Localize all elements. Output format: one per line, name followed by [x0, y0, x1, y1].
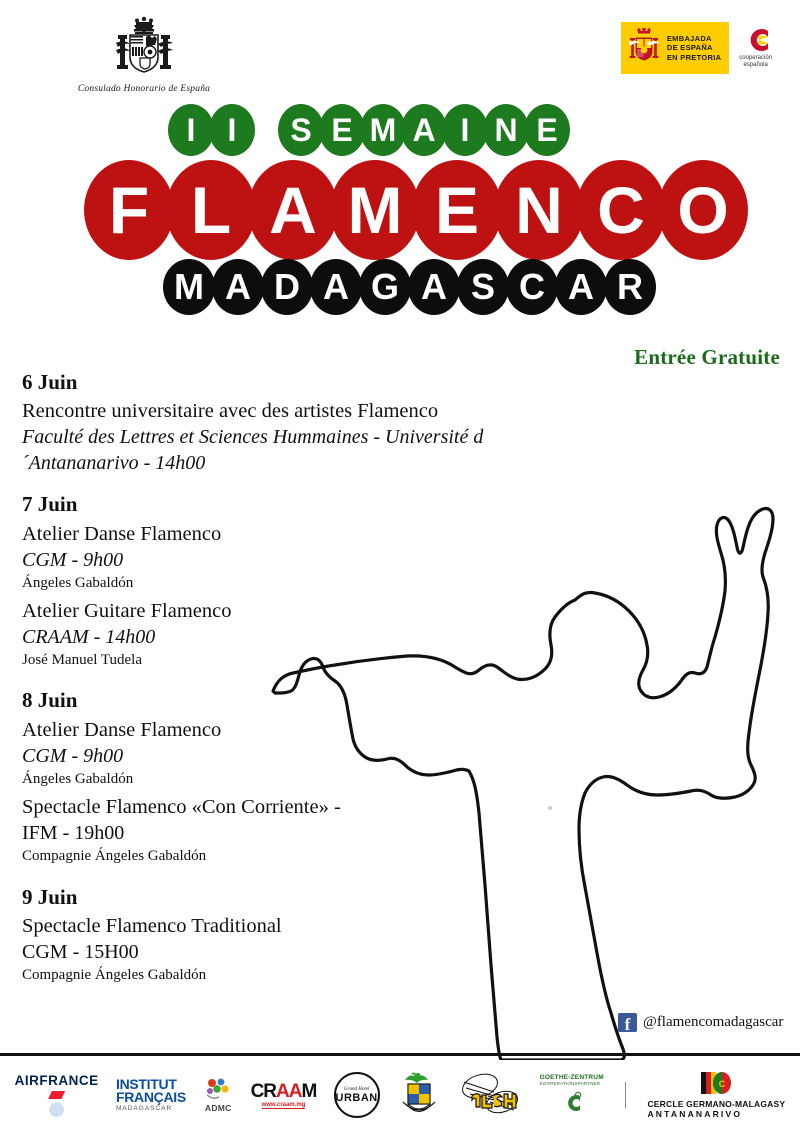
event-performer: Ángeles Gabaldón — [22, 574, 134, 591]
urban-small-text: Grand Hotel — [343, 1086, 370, 1092]
flamenco-letter-0: F — [84, 160, 174, 260]
sponsor-craam — [251, 1082, 317, 1109]
embassy-logo — [621, 22, 782, 74]
event-venue-time: CGM - 15H00 — [22, 940, 139, 963]
craam-part-2: AA — [276, 1080, 302, 1102]
event-venue-time: Faculté des Lettres et Sciences Hummaines - Université d´Antananarivo - 14h00 — [22, 426, 484, 475]
event-title: Atelier Danse Flamenco — [22, 522, 222, 545]
flamenco-letter-5: N — [494, 160, 584, 260]
cooperacion-espanola-logo — [729, 22, 782, 74]
embassy-line-1: EMBAJADA — [666, 33, 712, 43]
sponsor-flsh — [458, 1072, 522, 1118]
embassy-text — [667, 34, 721, 63]
facebook-handle[interactable]: @flamencomadagascar — [643, 1014, 784, 1030]
coop-line-2: española — [743, 62, 768, 68]
sponsor-goethe-zentrum — [540, 1075, 604, 1115]
sponsor-cercle-germano-malagasy — [647, 1070, 785, 1120]
flamenco-letter-3: M — [330, 160, 420, 260]
program-day-6-juin — [22, 370, 492, 476]
semaine-letter-9: E — [524, 104, 570, 156]
craam-wordmark — [251, 1082, 317, 1101]
footer-logo-divider — [625, 1082, 626, 1108]
flamenco-letter-7: O — [658, 160, 748, 260]
madagascar-letter-4: G — [359, 259, 411, 315]
embassy-line-3: EN PRETORIA — [666, 52, 722, 62]
event-venue-time: IFM - 19h00 — [22, 822, 125, 845]
svg-text:C: C — [719, 1079, 726, 1090]
flamenco-letter-1: L — [166, 160, 256, 260]
madagascar-letter-3: A — [310, 259, 362, 315]
embassy-yellow-block — [621, 22, 729, 74]
coop-line-1: cooperación — [739, 54, 772, 61]
event-venue-time: CGM - 9h00 — [22, 744, 124, 767]
event-title: Spectacle Flamenco «Con Corriente» - — [22, 796, 341, 819]
day-spacer — [22, 869, 492, 885]
semaine-letter-7: I — [442, 104, 488, 156]
institut-line-1: INSTITUT — [115, 1075, 177, 1092]
cooperacion-label — [739, 55, 772, 69]
sponsor-air-france — [15, 1073, 99, 1117]
cooperacion-c-icon — [741, 27, 771, 53]
program-day-date: 7 Juin — [22, 492, 78, 517]
craam-url: www.craam.mg — [261, 1101, 306, 1108]
program-day-date: 6 Juin — [22, 370, 78, 394]
facebook-link[interactable] — [618, 1013, 783, 1032]
event-title: Rencontre universitaire avec des artistes Flamenco — [22, 400, 439, 423]
sponsor-university-crest — [397, 1070, 441, 1120]
sponsor-bar — [0, 1058, 800, 1132]
madagascar-letter-7: C — [506, 259, 558, 315]
madagascar-letter-1: A — [212, 259, 264, 315]
air-france-label: AIRFRANCE — [14, 1073, 99, 1088]
consulate-logo — [44, 16, 244, 94]
madagascar-letter-8: A — [555, 259, 607, 315]
cercle-line-1: CERCLE GERMANO-MALAGASY — [647, 1099, 786, 1110]
sponsor-urban — [334, 1072, 380, 1118]
facebook-icon[interactable]: f — [618, 1013, 637, 1032]
program-list — [22, 370, 492, 987]
event-title: Spectacle Flamenco Traditional — [22, 914, 282, 937]
event-performer: José Manuel Tudela — [22, 652, 142, 669]
university-crest-icon — [397, 1070, 441, 1120]
consulate-label: Consulado Honorario de España — [77, 84, 211, 94]
program-day-8-juin — [22, 688, 492, 866]
title-line-madagascar — [163, 259, 653, 315]
madagascar-letter-0: M — [163, 259, 215, 315]
admc-label: ADMC — [204, 1103, 232, 1113]
program-day-date: 9 Juin — [22, 884, 78, 909]
title-line-semaine — [168, 104, 565, 156]
skyteam-globe-icon — [49, 1102, 64, 1117]
free-entry-label: Entrée Gratuite — [634, 345, 780, 369]
flamenco-letter-2: A — [248, 160, 338, 260]
event-title: Atelier Danse Flamenco — [22, 718, 222, 741]
program-day-7-juin — [22, 492, 492, 670]
craam-part-1: CR — [250, 1080, 277, 1102]
madagascar-letter-9: R — [604, 259, 656, 315]
semaine-letter-5: M — [360, 104, 406, 156]
goethe-line-1: GOETHE-ZENTRUM — [539, 1074, 604, 1082]
day-spacer — [22, 476, 492, 492]
semaine-letter-0: I — [168, 104, 214, 156]
semaine-letter-6: A — [401, 104, 447, 156]
program-day-9-juin — [22, 885, 492, 986]
event-performer: Ángeles Gabaldón — [22, 770, 134, 787]
sponsor-admc — [203, 1077, 233, 1113]
air-france-stripe-icon — [48, 1091, 65, 1099]
embassy-coat-of-arms-icon — [627, 28, 661, 68]
flamenco-letter-6: C — [576, 160, 666, 260]
event-venue-time: CGM - 9h00 — [22, 548, 124, 571]
goethe-line-2: KOOPERATIONSPARTNER — [539, 1081, 601, 1087]
madagascar-letter-5: A — [408, 259, 460, 315]
event-performer: Compagnie Ángeles Gabaldón — [22, 966, 207, 983]
day-spacer — [22, 672, 492, 688]
urban-badge — [334, 1072, 380, 1118]
flsh-bee-icon — [458, 1072, 522, 1118]
madagascar-letter-2: D — [261, 259, 313, 315]
sponsor-institut-francais — [115, 1075, 186, 1113]
embassy-line-2: DE ESPAÑA — [666, 43, 713, 53]
spain-coat-of-arms-icon — [96, 16, 192, 82]
institut-line-3: MADAGASCAR — [115, 1105, 173, 1113]
program-day-date: 8 Juin — [22, 688, 78, 713]
event-performer: Compagnie Ángeles Gabaldón — [22, 848, 207, 865]
institut-line-2: FRANÇAIS — [115, 1088, 186, 1105]
goethe-institut-icon — [560, 1091, 584, 1115]
madagascar-letter-6: S — [457, 259, 509, 315]
event-venue-time: CRAAM - 14h00 — [22, 626, 156, 649]
semaine-letter-8: N — [483, 104, 529, 156]
semaine-letter-3: S — [278, 104, 324, 156]
semaine-letter-4: E — [319, 104, 365, 156]
cgm-flag-badge-icon — [701, 1070, 731, 1096]
event-title: Atelier Guitare Flamenco — [22, 600, 232, 622]
title-line-flamenco — [84, 160, 740, 260]
semaine-letter-1: I — [209, 104, 255, 156]
craam-part-3: M — [301, 1080, 317, 1102]
cercle-line-2: ANTANANARIVO — [647, 1109, 743, 1119]
flamenco-letter-4: E — [412, 160, 502, 260]
admc-flower-icon — [203, 1077, 233, 1103]
urban-label: URBAN — [335, 1091, 378, 1104]
